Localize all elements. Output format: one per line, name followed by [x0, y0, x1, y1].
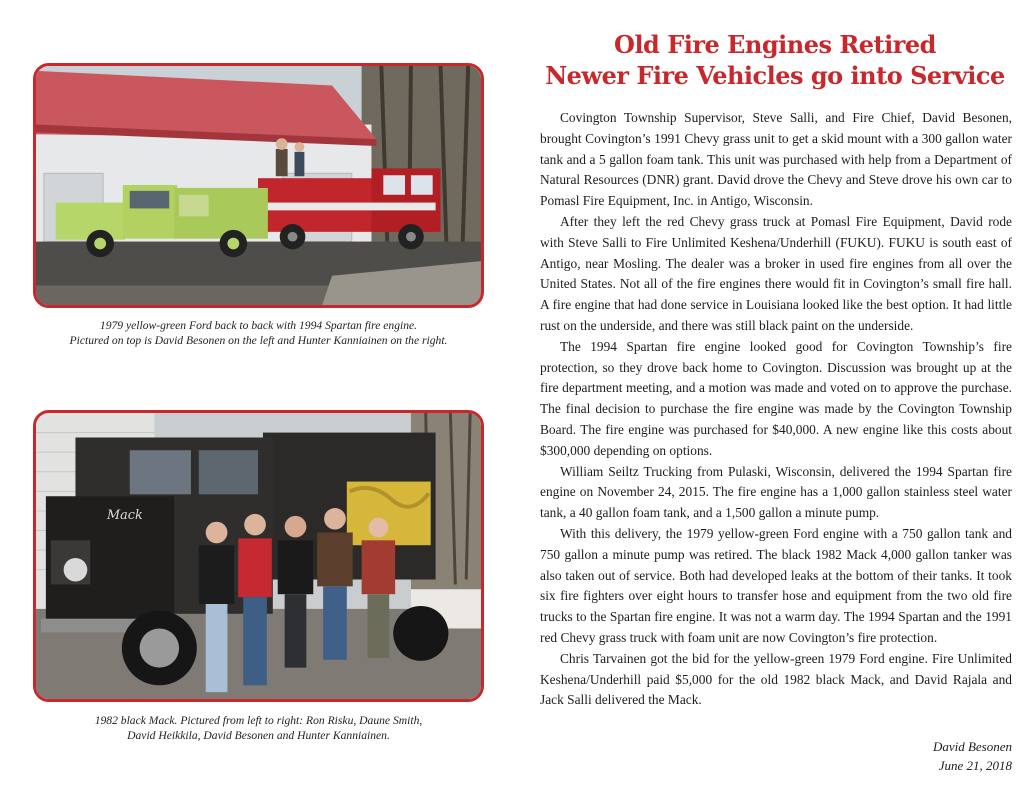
- photo-ford-and-spartan-image: [36, 66, 481, 305]
- caption-photo-1-line-1: 1979 yellow-green Ford back to back with 1994 Spartan fire engine.: [99, 319, 418, 332]
- article-date: June 21, 2018: [938, 758, 1012, 773]
- photo-black-mack-image: [36, 413, 481, 699]
- article-body: [540, 108, 1012, 711]
- article-paragraph: Chris Tarvainen got the bid for the yellow-green 1979 Ford engine. Fire Unlimited Keshena/Underhill paid $5,000 for the old 1982 black Mack, and David Rajala and Jack Salli delivered the Mack.: [540, 650, 1012, 708]
- caption-photo-1-line-2: Pictured on top is David Besonen on the left and Hunter Kanniainen on the right.: [69, 334, 448, 347]
- caption-photo-1: [33, 318, 484, 348]
- article-paragraph: The 1994 Spartan fire engine looked good for Covington Township’s fire protection, so they drove back home to Covington. Discussion was brought up at the fire department meeting, and a motion was made and voted on to approve the purchase. The final decision to purchase the fire engine was made by the Covington Township Board. The fire engine was purchased for $40,000. A new engine like this costs about $300,000 depending on options.: [540, 338, 1012, 458]
- article-title-line-2: Newer Fire Vehicles go into Service: [545, 61, 1005, 90]
- article-paragraph: William Seiltz Trucking from Pulaski, Wisconsin, delivered the 1994 Spartan fire engine on November 24, 2015. The fire engine has a 1,000 gallon stainless steel water tank, a 40 gallon foam tank, and a 1,500 gallon a minute pump.: [540, 463, 1012, 521]
- article-title-line-1: Old Fire Engines Retired: [614, 30, 936, 59]
- article-paragraph: After they left the red Chevy grass truck at Pomasl Fire Equipment, David rode with Steve Salli to Fire Unlimited Keshena/Underhill (FUKU). FUKU is south east of Antigo, near Mosling. The dealer was a broker in used fire engines from all over the United States. Not all of the fire engines there would fit in Covington’s small fire hall. A fire engine that had done service in Louisiana looked like the best option. It had little rust on the underside, and there was still black paint on the underside.: [540, 213, 1012, 333]
- mack-badge: Mack: [107, 507, 143, 523]
- article-paragraph: With this delivery, the 1979 yellow-green Ford engine with a 750 gallon tank and 750 gallon a minute pump was retired. The black 1982 Mack 4,000 gallon tanker was also taken out of service. Both had developed leaks at the bottom of their tanks. It took six fire fighters over eight hours to transfer hose and equipment from the two old fire trucks to the Spartan fire engine. It was not a warm day. The 1994 Spartan and the 1991 red Chevy grass truck with foam unit are now Covington’s fire protection.: [540, 525, 1012, 645]
- photo-ford-and-spartan: [33, 63, 484, 308]
- caption-photo-2-line-1: 1982 black Mack. Pictured from left to right: Ron Risku, Daune Smith,: [94, 714, 423, 727]
- author-name: David Besonen: [932, 739, 1012, 754]
- photo-black-mack: [33, 410, 484, 702]
- caption-photo-2: [33, 713, 484, 743]
- article-paragraph: Covington Township Supervisor, Steve Salli, and Fire Chief, David Besonen, brought Covington’s 1991 Chevy grass unit to get a skid mount with a 300 gallon water tank and a 5 gallon foam tank. This unit was purchased with help from a Department of Natural Resources (DNR) grant. David drove the Chevy and Steve drove his own car to Pomasl Fire Equipment, Inc. in Antigo, Wisconsin.: [540, 110, 1012, 209]
- caption-photo-2-line-2: David Heikkila, David Besonen and Hunter Kanniainen.: [127, 729, 390, 742]
